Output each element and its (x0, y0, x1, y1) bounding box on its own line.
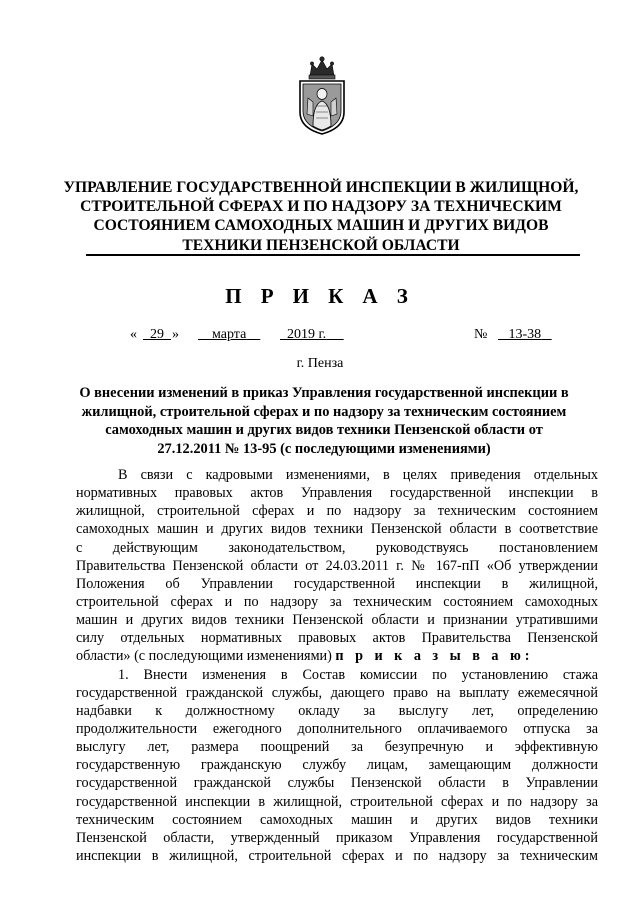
org-name-line-4: ТЕХНИКИ ПЕНЗЕНСКОЙ ОБЛАСТИ (182, 236, 460, 254)
body-line: надбавки к должностному окладу за выслугу лет, определению (76, 702, 598, 719)
body-line: силу отдельных нормативных правовых актов Правительства Пензенской (76, 630, 598, 647)
date-day (143, 327, 171, 343)
coat-of-arms-icon (296, 54, 348, 136)
body-line: 1. Внести изменения в Состав комиссии по установлению стажа (118, 666, 598, 683)
body-line: государственной гражданской службы Пензенской области в Управлении (76, 775, 598, 792)
body-line-text: области» (с последующими изменениями) (76, 648, 332, 665)
date-month-value: марта (212, 327, 247, 342)
subject-line-3: самоходных машин и других видов техники Пензенской области от (105, 422, 543, 439)
header-divider (86, 254, 580, 256)
order-word: п р и к а з ы в а ю: (335, 648, 534, 665)
body-line: Пензенской области, утвержденный приказом Управления государственной (76, 829, 598, 846)
crown-icon (309, 57, 335, 79)
body-line: инспекции в жилищной, строительной сферах и по надзору за техническим (76, 847, 598, 864)
date-day-value: 29 (150, 327, 164, 342)
body-line-order (76, 647, 598, 665)
document-subject (76, 384, 572, 458)
document-body (76, 466, 598, 865)
body-line: продолжительности ежегодного дополнительного оплачиваемого отпуска за (76, 720, 598, 737)
date-month (198, 327, 260, 343)
org-name-line-2: СТРОИТЕЛЬНОЙ СФЕРАХ И ПО НАДЗОРУ ЗА ТЕХНИЧЕСКИМ (80, 198, 562, 216)
date-close-quote: » (172, 327, 179, 342)
date-year-value: 2019 г. (287, 327, 327, 342)
city: г. Пенза (296, 356, 344, 371)
body-line: государственную гражданскую службу лицам, замещающим должности (76, 757, 598, 774)
number-sign: № (474, 327, 488, 342)
subject-line-4: 27.12.2011 № 13-95 (с последующими изменениями) (157, 440, 491, 457)
body-line: государственной инспекции в жилищной, строительной сферах и по надзору за (76, 793, 598, 810)
body-line: государственной гражданской службы, дающего право на выплату ежемесячной (76, 684, 598, 701)
body-line: с действующим законодательством, руководствуясь постановлением (76, 539, 598, 556)
organization-name (60, 178, 582, 255)
subject-line-2: жилищной, строительной сферах и по надзору за техническим состоянием (81, 403, 567, 420)
body-line: техническим состоянием самоходных машин и других видов техники (76, 811, 598, 828)
body-line: Правительства Пензенской области от 24.03.2011 г. № 167-пП «Об утверждении (76, 557, 598, 574)
document-number-value: 13-38 (508, 327, 542, 342)
date-open-quote: « (130, 327, 137, 342)
body-line: Положения об Управлении государственной инспекции в жилищной, (76, 575, 598, 592)
org-name-line-3: СОСТОЯНИЕМ САМОХОДНЫХ МАШИН И ДРУГИХ ВИДОВ (93, 217, 549, 235)
document-type: П Р И К А З (225, 284, 415, 308)
body-line: выслугу лет, размера поощрений за безупречную и эффективную (76, 739, 598, 756)
shield-icon (300, 81, 344, 134)
document-number (498, 327, 552, 343)
date-year (280, 327, 344, 343)
body-line: самоходных машин и других видов техники Пензенской области в соответствие (76, 521, 598, 538)
body-line: машин и других видов техники Пензенской области и признании утратившими (76, 612, 598, 629)
date-number-row (0, 327, 640, 347)
body-line: нормативных правовых актов Управления государственной инспекции в (76, 485, 598, 502)
body-line: строительной сферах и по надзору за техническим состоянием самоходных (76, 593, 598, 610)
body-line: В связи с кадровыми изменениями, в целях приведения отдельных (118, 467, 598, 483)
org-name-line-1: УПРАВЛЕНИЕ ГОСУДАРСТВЕННОЙ ИНСПЕКЦИИ В ЖИЛИЩНОЙ, (63, 179, 579, 196)
body-line: жилищной, строительной сферах и по надзору за техническим состоянием (76, 503, 598, 520)
subject-line-1: О внесении изменений в приказ Управления государственной инспекции в (79, 385, 569, 401)
